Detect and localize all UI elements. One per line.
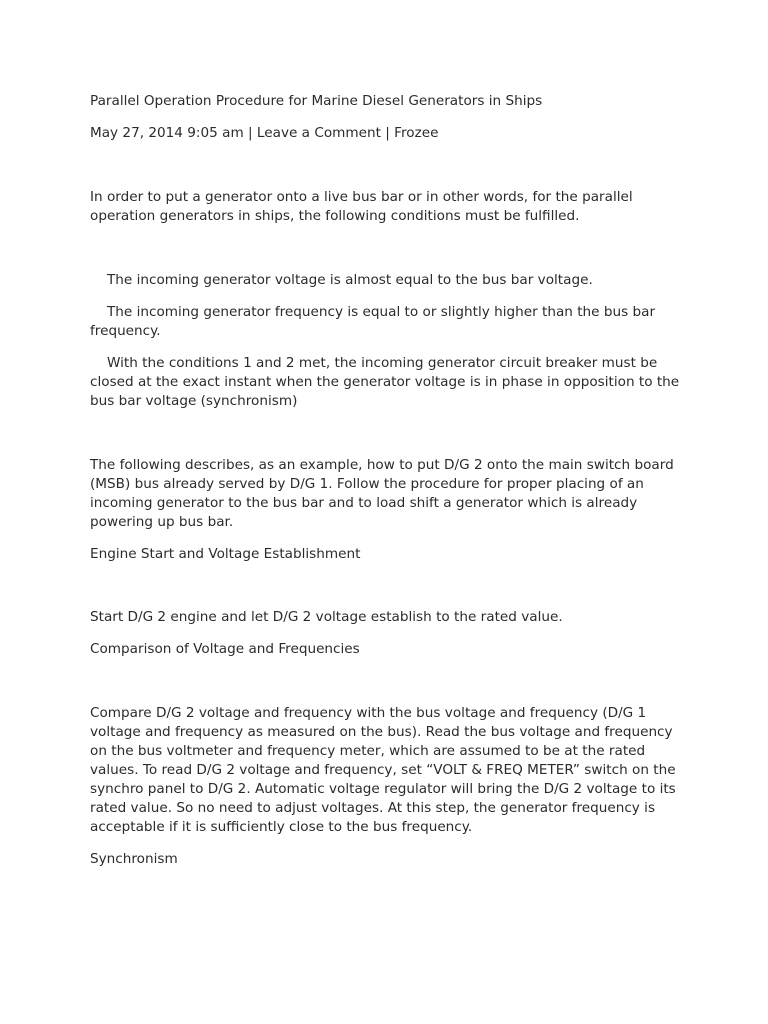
condition-2: The incoming generator frequency is equal to or slightly higher than the bus bar frequency. <box>90 304 656 339</box>
section-heading-engine-start: Engine Start and Voltage Establishment <box>90 546 361 562</box>
example-paragraph: The following describes, as an example, how to put D/G 2 onto the main switch board (MSB) bus already served by D/G 1. Follow the procedure for proper placing of an incoming generator to the bus bar and to load shift a generator which is already powering up bus bar. <box>90 457 674 530</box>
section-heading-synchronism: Synchronism <box>90 851 178 867</box>
section-heading-comparison: Comparison of Voltage and Frequencies <box>90 641 360 657</box>
condition-3: With the conditions 1 and 2 met, the incoming generator circuit breaker must be closed at the exact instant when the generator voltage is in phase in opposition to the bus bar voltage (synchronism) <box>90 355 680 409</box>
section-body-comparison: Compare D/G 2 voltage and frequency with the bus voltage and frequency (D/G 1 voltage and frequency as measured on the bus). Read the bus voltage and frequency on the bus voltmeter and frequency meter, which are assumed to be at the rated values. To read D/G 2 voltage and frequency, set “VOLT & FREQ METER” switch on the synchro panel to D/G 2. Automatic voltage regulator will bring the D/G 2 voltage to its rated value. So no need to adjust voltages. At this step, the generator frequency is acceptable if it is sufficiently close to the bus frequency. <box>90 705 676 835</box>
section-body-engine-start: Start D/G 2 engine and let D/G 2 voltage establish to the rated value. <box>90 609 563 625</box>
condition-1: The incoming generator voltage is almost equal to the bus bar voltage. <box>107 272 593 288</box>
post-meta: May 27, 2014 9:05 am | Leave a Comment | Frozee <box>90 125 439 141</box>
page-title: Parallel Operation Procedure for Marine Diesel Generators in Ships <box>90 93 543 109</box>
intro-paragraph: In order to put a generator onto a live bus bar or in other words, for the parallel operation generators in ships, the following conditions must be fulfilled. <box>90 189 633 224</box>
